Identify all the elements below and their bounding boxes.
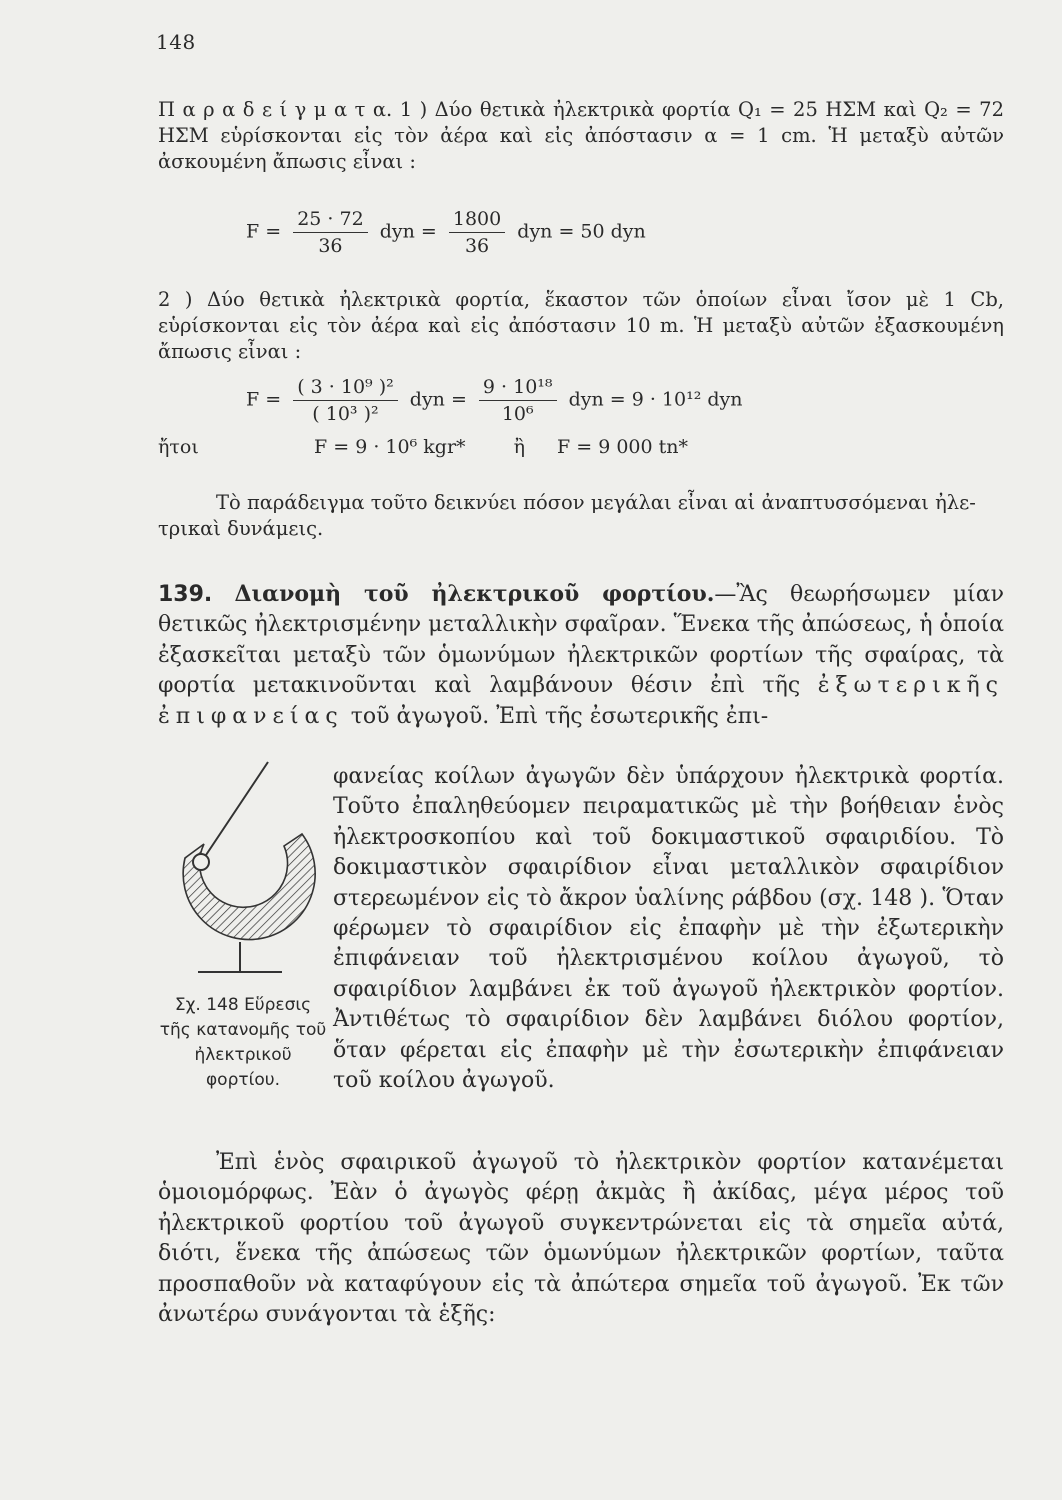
section-text-a: —Ἂς θεωρήσωμεν μίαν θετικῶς ἠλεκτρισμένην μεταλλικὴν σφαῖραν. Ἕνεκα τῆς ἀπώσεως, ἡ ὁποία ἐξασκεῖται μεταξὺ τῶν ὁμωνύμων ἠλεκτρικῶν φορτίων τῆς σφαίρας, τὰ φορτία μετακινοῦνται καὶ λαμβάνουν θέσιν ἐπὶ τῆς	[158, 582, 1004, 699]
eq2-fraction-1	[293, 376, 398, 425]
eq1-frac2-denominator: 36	[464, 235, 490, 257]
figure-caption: Σχ. 148 Εὕρεσις τῆς κατανομῆς τοῦ ἠλεκτρικοῦ φορτίου.	[159, 995, 327, 1090]
eq2-fraction-2	[479, 376, 557, 425]
section-text-b: τοῦ ἀγωγοῦ. Ἐπὶ τῆς ἐσωτερικῆς ἐπι-	[350, 703, 769, 729]
example-intro: Π α ρ α δ ε ί γ μ α τ α. 1 ) Δύο θετικὰ ἠλεκτρικὰ φορτία Q₁ = 25 ΗΣΜ καὶ Q₂ = 72 ΗΣΜ εὑρίσκονται εἰς τὸν ἀέρα καὶ εἰς ἀπόστασιν α = 1 cm. Ἡ μεταξὺ αὐτῶν ἀσκουμένη ἄπωσις εἶναι :	[158, 98, 1004, 173]
example-second: 2 ) Δύο θετικὰ ἠλεκτρικὰ φορτία, ἕκαστον τῶν ὁποίων εἶναι ἴσον μὲ 1 Cb, εὑρίσκονται εἰς τὸν ἀέρα καὶ εἰς ἀπόστασιν 10 m. Ἡ μεταξὺ αὐτῶν ἐξασκουμένη ἄπωσις εἶναι :	[158, 288, 1004, 363]
hollow-sphere-shell	[183, 834, 315, 940]
eq3-label: ἤτοι	[158, 436, 199, 458]
eq1-lhs: F =	[246, 220, 282, 243]
eq1-fraction-2	[449, 208, 505, 257]
page-number: 148	[156, 30, 196, 54]
eq1-frac1-numerator: 25 · 72	[293, 208, 367, 233]
eq3-or: ἢ	[513, 436, 525, 458]
final-paragraph	[158, 1148, 1004, 1330]
test-sphere	[193, 854, 209, 870]
eq1-result: dyn = 50 dyn	[517, 220, 646, 243]
eq2-result: dyn = 9 · 10¹² dyn	[568, 388, 743, 411]
eq1-frac1-denominator: 36	[318, 235, 343, 257]
final-text: Ἐπὶ ἑνὸς σφαιρικοῦ ἀγωγοῦ τὸ ἠλεκτρικὸν φορτίον κατανέμεται ὁμοιομόρφως. Ἐὰν ὁ ἀγωγὸς φέρῃ ἀκμὰς ἢ ἀκίδας, μέγα μέρος τοῦ ἠλεκτρικοῦ φορτίου τοῦ ἀγωγοῦ συγκεντρώνεται εἰς τὰ σημεῖα αὐτά, διότι, ἕνεκα τῆς ἀπώσεως τῶν ὁμωνύμων ἠλεκτρικῶν φορτίων, ταῦτα προσπαθοῦν νὰ καταφύγουν εἰς τὰ ἀπώτερα σημεῖα τοῦ ἀγωγοῦ. Ἐκ τῶν ἀνωτέρω συνάγονται τὰ ἑξῆς:	[158, 1150, 1004, 1328]
eq1-frac2-numerator: 1800	[449, 208, 505, 233]
example-conclusion-line2: τρικαὶ δυνάμεις.	[158, 517, 324, 540]
equation-1	[246, 208, 646, 257]
equation-3	[158, 436, 689, 458]
eq2-frac1-denominator: ( 10³ )²	[312, 403, 379, 425]
section-number: 139.	[158, 582, 213, 607]
eq3-kgr: F = 9 · 10⁶ kgr*	[314, 436, 466, 458]
section-right-column: φανείας κοίλων ἀγωγῶν δὲν ὑπάρχουν ἠλεκτρικὰ φορτία. Τοῦτο ἐπαληθεύομεν πειραματικῶς μὲ τὴν βοήθειαν ἑνὸς ἠλεκτροσκοπίου καὶ τοῦ δοκιμαστικοῦ σφαιριδίου. Τὸ δοκιμαστικὸν σφαιρίδιον εἶναι μεταλλικὸν σφαιρίδιον στερεωμένον εἰς τὸ ἄκρον ὑαλίνης ράβδου (σχ. 148 ). Ὅταν φέρωμεν τὸ σφαιρίδιον εἰς ἐπαφὴν μὲ τὴν ἐξωτερικὴν ἐπιφάνειαν τοῦ ἠλεκτρισμένου κοίλου ἀγωγοῦ, τὸ σφαιρίδιον λαμβάνει ἐκ τοῦ ἀγωγοῦ ἠλεκτρικὸν φορτίον. Ἀντιθέτως τὸ σφαιρίδιον δὲν λαμβάνει διόλου φορτίον, ὅταν φέρεται εἰς ἐπαφὴν μὲ τὴν ἐσωτερικὴν ἐπιφάνειαν τοῦ κοίλου ἀγωγοῦ.	[333, 764, 1004, 1094]
section-emphasis: ἐξωτερικῆς ἐπιφανείας	[158, 673, 1004, 729]
eq3-tn: F = 9 000 tn*	[557, 436, 689, 458]
eq2-frac2-denominator: 10⁶	[501, 403, 534, 425]
eq2-frac1-numerator: ( 3 · 10⁹ )²	[293, 376, 398, 401]
eq1-fraction-1	[293, 208, 367, 257]
eq2-frac2-numerator: 9 · 10¹⁸	[479, 376, 557, 401]
figure-148-hollow-conductor	[158, 758, 330, 988]
section-title: Διανομὴ τοῦ ἠλεκτρικοῦ φορτίου.	[234, 581, 715, 607]
eq2-unit: dyn =	[409, 388, 467, 411]
eq2-lhs: F =	[246, 388, 282, 411]
example-conclusion-line1: Τὸ παράδειγμα τοῦτο δεικνύει πόσον μεγάλαι εἶναι αἱ ἀναπτυσσόμεναι ἠλε-	[216, 491, 976, 514]
section-139	[158, 579, 1004, 732]
glass-rod	[206, 762, 268, 855]
eq1-unit: dyn =	[379, 220, 437, 243]
equation-2	[246, 376, 743, 425]
